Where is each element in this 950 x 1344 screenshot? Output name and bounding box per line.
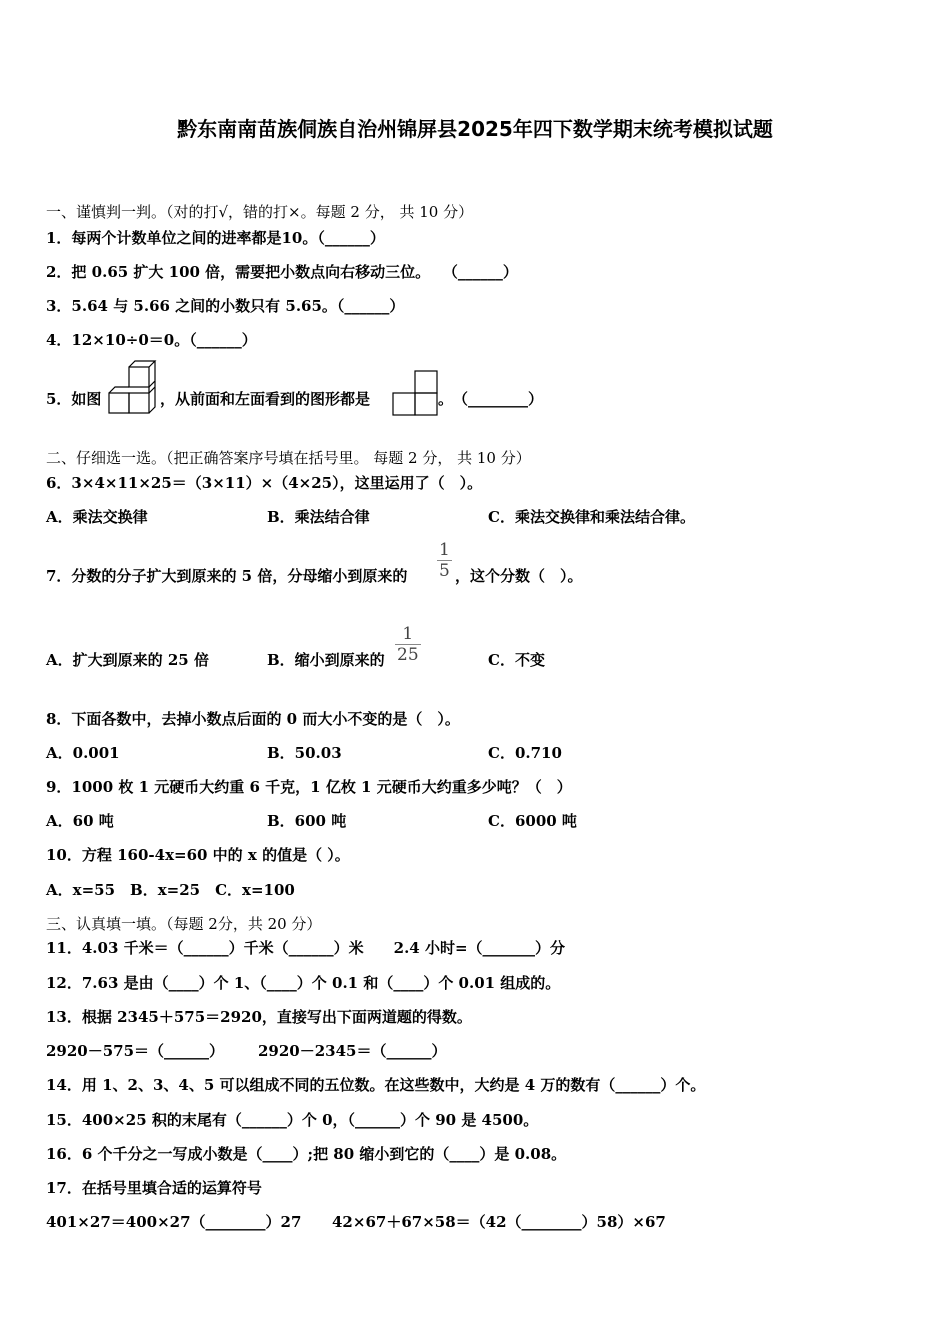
section-3-heading: 三、认真填一填。（每题 2分，共 20 分） [46, 915, 322, 933]
q6-option-b: B．乘法结合律 [267, 508, 370, 526]
question-5-middle: ，从前面和左面看到的图形都是 [160, 390, 371, 408]
q7-option-a: A．扩大到原来的 25 倍 [46, 651, 209, 669]
section-1-heading: 一、谨慎判一判。（对的打√，错的打×。每题 2 分， 共 10 分） [46, 203, 474, 221]
question-13: 13．根据 2345＋575＝2920，直接写出下面两道题的得数。 [46, 1008, 472, 1026]
q6-option-c: C．乘法交换律和乘法结合律。 [488, 508, 695, 526]
q8-option-b: B．50.03 [267, 744, 342, 762]
q7b-fraction-denominator: 25 [397, 645, 419, 665]
q10-options: A．x=55 B．x=25 C．x=100 [46, 881, 295, 899]
question-10: 10．方程 160-4x=60 中的 x 的值是（ ）。 [46, 846, 350, 864]
question-16: 16．6 个千分之一写成小数是（____）;把 80 缩小到它的（____）是 0.08。 [46, 1145, 567, 1163]
question-6: 6．3×4×11×25＝（3×11）×（4×25），这里运用了（ ）。 [46, 474, 483, 492]
q8-option-a: A．0.001 [46, 744, 120, 762]
q6-option-a: A．乘法交换律 [46, 508, 148, 526]
q7-fraction-denominator: 5 [439, 561, 450, 581]
question-5-prefix: 5．如图 [46, 390, 102, 408]
question-4: 4．12×10÷0＝0。（______） [46, 331, 257, 349]
question-15: 15．400×25 积的末尾有（______）个 0，（______）个 90 是 4500。 [46, 1111, 539, 1129]
view-shape-figure [391, 369, 441, 417]
q13-part-b: 2920－2345＝（______） [258, 1042, 447, 1060]
q7-option-c: C．不变 [488, 651, 545, 669]
question-7-prefix: 7．分数的分子扩大到原来的 5 倍，分母缩小到原来的 [46, 567, 408, 585]
q7-fraction [437, 540, 452, 581]
question-5-suffix: 。 （________） [438, 390, 544, 408]
page-title: 黔东南南苗族侗族自治州锦屏县2025年四下数学期末统考模拟试题 [177, 117, 773, 141]
q17-part-b: 42×67＋67×58＝（42（________）58）×67 [332, 1213, 666, 1231]
q17-part-a: 401×27＝400×27（________）27 [46, 1213, 302, 1231]
q9-option-c: C．6000 吨 [488, 812, 577, 830]
question-9: 9．1000 枚 1 元硬币大约重 6 千克，1 亿枚 1 元硬币大约重多少吨？（ ） [46, 778, 572, 796]
question-17: 17．在括号里填合适的运算符号 [46, 1179, 262, 1197]
q7-option-b: B．缩小到原来的 [267, 651, 385, 669]
q7-fraction-numerator: 1 [439, 540, 450, 560]
question-7-suffix: ，这个分数（ ）。 [455, 567, 583, 585]
q13-part-a: 2920－575＝（______） [46, 1042, 225, 1060]
cube-stack-figure [103, 360, 163, 416]
question-12: 12．7.63 是由（____）个 1、（____）个 0.1 和（____）个 0.01 组成的。 [46, 974, 561, 992]
question-3: 3．5.64 与 5.66 之间的小数只有 5.65。（______） [46, 297, 405, 315]
q9-option-a: A．60 吨 [46, 812, 114, 830]
q9-option-b: B．600 吨 [267, 812, 347, 830]
question-2: 2．把 0.65 扩大 100 倍，需要把小数点向右移动三位。 （______） [46, 263, 518, 281]
q7b-fraction-numerator: 1 [395, 624, 421, 645]
q8-option-c: C．0.710 [488, 744, 562, 762]
q7-option-b-fraction [395, 624, 421, 665]
section-2-heading: 二、仔细选一选。（把正确答案序号填在括号里。 每题 2 分， 共 10 分） [46, 449, 531, 467]
question-8: 8．下面各数中，去掉小数点后面的 0 而大小不变的是（ ）。 [46, 710, 460, 728]
question-1: 1．每两个计数单位之间的进率都是10。（______） [46, 229, 385, 247]
question-11: 11．4.03 千米＝（______）千米（______）米 2.4 小时=（_______）分 [46, 939, 566, 957]
question-14: 14．用 1、2、3、4、5 可以组成不同的五位数。在这些数中，大约是 4 万的数有（______）个。 [46, 1076, 706, 1094]
